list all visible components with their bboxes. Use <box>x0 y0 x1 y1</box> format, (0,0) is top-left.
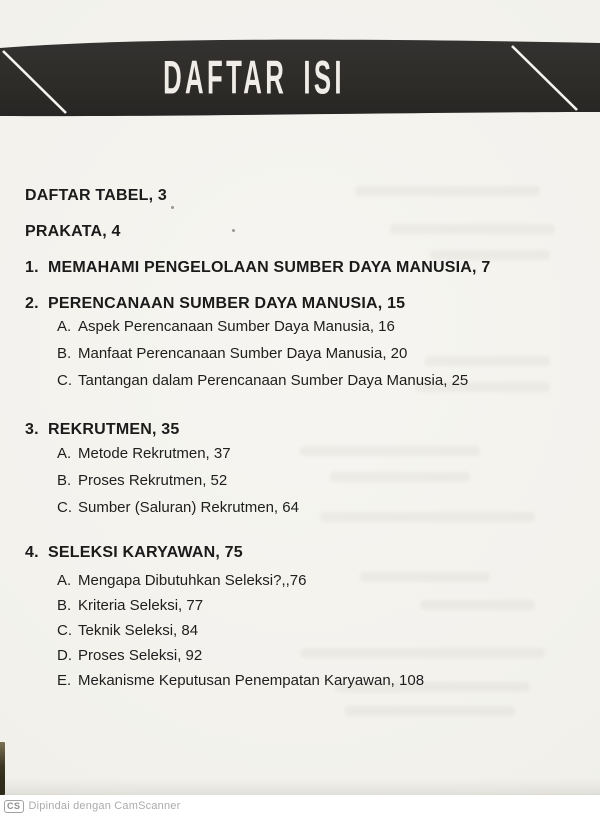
toc-front-matter-daftar-tabel <box>25 186 578 206</box>
scan-edge-shadow <box>0 778 600 795</box>
subitem-letter: B. <box>57 345 72 362</box>
subitem-letter: E. <box>57 672 72 689</box>
toc-chapter-3 <box>25 420 578 440</box>
toc-subitem-4c <box>57 622 578 639</box>
chapter-number: 4. <box>25 544 39 561</box>
subitem-title: Manfaat Perencanaan Sumber Daya Manusia, 20 <box>78 345 408 362</box>
subitem-title: Aspek Perencanaan Sumber Daya Manusia, 16 <box>78 318 395 335</box>
subitem-title: Sumber (Saluran) Rekrutmen, 64 <box>78 499 299 516</box>
subitem-letter: C. <box>57 622 72 639</box>
toc-entry-text: DAFTAR TABEL, 3 <box>25 187 167 204</box>
toc-subitem-3c <box>57 499 578 516</box>
subitem-letter: D. <box>57 647 72 664</box>
subitem-letter: C. <box>57 372 72 389</box>
subitem-title: Mekanisme Keputusan Penempatan Karyawan, 108 <box>78 672 425 689</box>
toc-subitem-3b <box>57 472 578 489</box>
toc-subitem-2a <box>57 318 578 335</box>
subitem-letter: A. <box>57 445 72 462</box>
chapter-number: 2. <box>25 295 39 312</box>
toc-subitem-4a <box>57 572 578 589</box>
toc-chapter-2 <box>25 294 578 314</box>
toc-subitem-3a <box>57 445 578 462</box>
toc-subitem-4e <box>57 672 578 689</box>
toc-subitem-2c <box>57 372 578 389</box>
subitem-letter: B. <box>57 597 72 614</box>
watermark-text: Dipindai dengan CamScanner <box>28 800 181 812</box>
table-of-contents <box>25 186 578 697</box>
chapter-number: 3. <box>25 421 39 438</box>
toc-subitem-4b <box>57 597 578 614</box>
subitem-letter: A. <box>57 318 72 335</box>
bleed-through-smudge <box>345 706 515 716</box>
toc-subitem-4d <box>57 647 578 664</box>
chapter-title: SELEKSI KARYAWAN, 75 <box>48 544 243 561</box>
subitem-title: Proses Rekrutmen, 52 <box>78 472 228 489</box>
camscanner-logo-icon: CS <box>4 800 24 813</box>
chapter-title: PERENCANAAN SUMBER DAYA MANUSIA, 15 <box>48 295 406 312</box>
subitem-letter: A. <box>57 572 72 589</box>
chapter-number: 1. <box>25 259 39 276</box>
page-title: DAFTAR ISI <box>163 50 345 104</box>
subitem-title: Proses Seleksi, 92 <box>78 647 203 664</box>
toc-front-matter-prakata <box>25 222 578 242</box>
subitem-title: Kriteria Seleksi, 77 <box>78 597 204 614</box>
subitem-title: Metode Rekrutmen, 37 <box>78 445 231 462</box>
chapter-title: REKRUTMEN, 35 <box>48 421 180 438</box>
camscanner-watermark-bar <box>0 795 600 817</box>
toc-subitem-2b <box>57 345 578 362</box>
subitem-title: Tantangan dalam Perencanaan Sumber Daya Manusia, 25 <box>78 372 469 389</box>
chapter-title: MEMAHAMI PENGELOLAAN SUMBER DAYA MANUSIA, 7 <box>48 259 491 276</box>
subitem-letter: C. <box>57 499 72 516</box>
title-banner <box>0 0 600 130</box>
subitem-letter: B. <box>57 472 72 489</box>
toc-chapter-1 <box>25 258 578 278</box>
subitem-title: Teknik Seleksi, 84 <box>78 622 199 639</box>
subitem-title: Mengapa Dibutuhkan Seleksi?,,76 <box>78 572 307 589</box>
toc-chapter-4 <box>25 543 578 563</box>
toc-entry-text: PRAKATA, 4 <box>25 223 121 240</box>
